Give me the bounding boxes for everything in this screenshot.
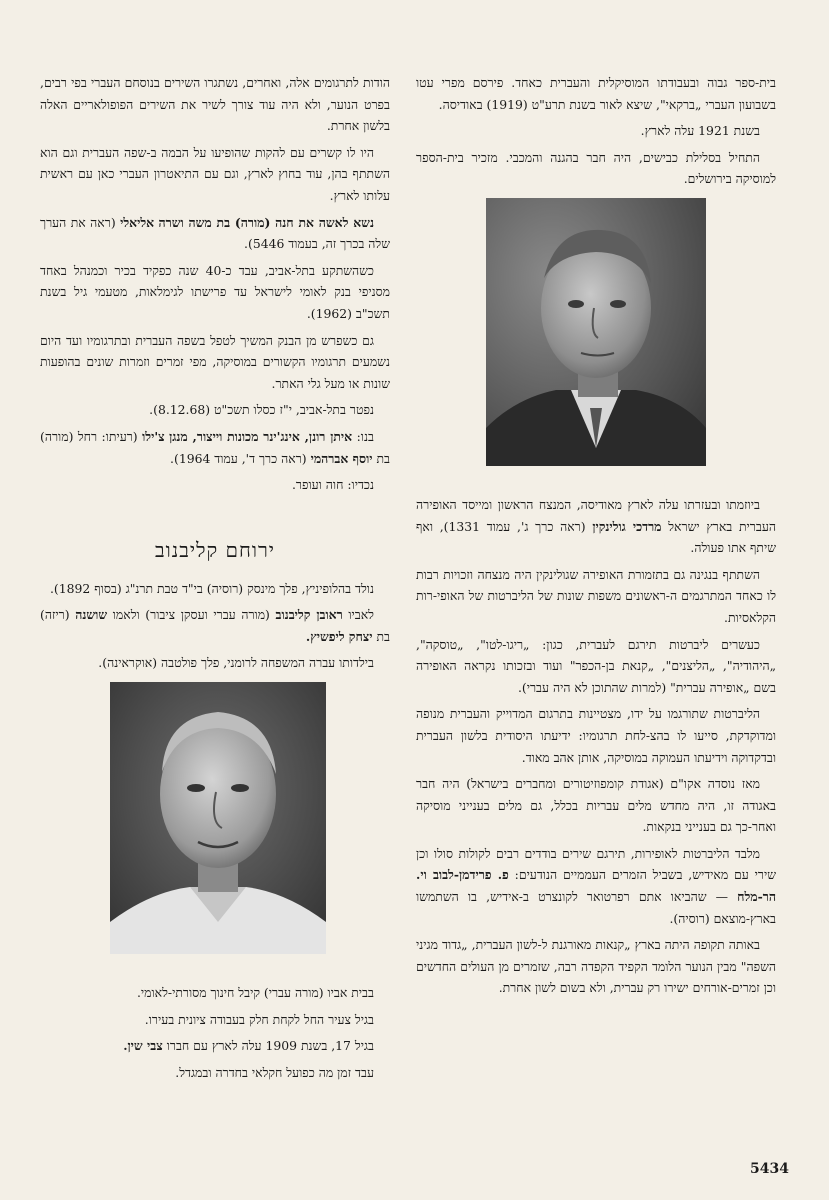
portrait-man-white-shirt-image <box>110 682 326 954</box>
paragraph: לאביו ראובן קליבנוב (מורה עברי ועסקן ציבור) ולאמו שושנה (ריזה) בת יצחק ליפשיץ. <box>40 607 390 644</box>
paragraph: בשנת 1921 עלה לארץ. <box>640 123 760 139</box>
paragraph: בגיל 17, בשנת 1909 עלה לארץ עם חברו צבי שין. <box>123 1038 374 1054</box>
paragraph: כעשרים ליברטות תירגם לעברית, כגון: „ריגו-לטו", „טוסקה", „היהודיה", „הליצנים", „קנאת בן-הכפר" ועוד ובזכותו נקראה האופירה בשם „אופירה עברית" (למרות שהתוכן לא היה עברי). <box>416 636 776 695</box>
paragraph: הודות לתרגומים אלה, ואחרים, נשתגרו השירים בנוסחם העברי בפי רבים, בפרט הנוער, ולא היה עוד צורך לשיר את השירים הפופולאריים האלה בלשון אחרת. <box>40 75 390 134</box>
paragraph: בילדותו עברה המשפחה לרומני, פלך פולטבה (אוקראינה). <box>98 655 374 671</box>
paragraph: בגיל צעיר החל לקחת חלק בעבודה ציונית בעירו. <box>144 1011 374 1027</box>
paragraph: מאז נוסדה אקו"ם (אגודת קומפוזיטורים ומחברים בישראל) היה חבר באגודה זו, היה מחדש מלים עבריות בכלל, גם מלים בענייני מוסיקה ואחר-כך גם בענייני בנקאות. <box>416 776 776 835</box>
person-name: מרדכי גולינקין <box>592 518 662 534</box>
paragraph: בית-ספר גבוה ובעבודתו המוסיקלית והעברית כאחד. פירסם מפרי עטו בשבועון העברי „ברקאי", שיצא לאור בשנת תרע"ט (1919) באודיסה. <box>416 75 776 112</box>
paragraph: מלבד הליברטות לאופירות, תירגם שירים בודדים רבים לקולות סולו וכן שירי עם מאידיש, בשביל הזמרים העממיים הנודעים: פ. פרידמן-לבוב וי. הר-מלח — שהביאו אתם רפרטואר לקונצרט ב-אידיש, בו השתמשו בארץ-מוצאם (רוסיה). <box>416 845 776 926</box>
paragraph: התחיל בסלילת כבישים, היה חבר בהגנה והמכבי. מזכיר בית-הספר למוסיקה בירושלים. <box>416 149 776 187</box>
person-name: צבי שין. <box>123 1038 163 1054</box>
paragraph: נולד בהלופיניץ, פלך מינסק (רוסיה) בי"ד טבת תרנ"ג (בסוף 1892). <box>49 580 374 596</box>
paragraph: בנו: איתן רונן, אינג'ינר מכונות וייצור, מנגן צ'ילו (רעיתו: רחל (מורה) בת יוסף אברהמי (ראה כרך ד', עמוד 1964). <box>40 428 390 466</box>
paragraph: בבית אביו (מורה עברי) קיבל חינוך מסורתי-לאומי. <box>136 985 374 1001</box>
paragraph: גם כשפרש מן הבנק המשיך לטפל בשפה העברית ובתרגומיו ועד היום נשמעים תרגומיו הקשורים במוסיקה, מפי זמרים וזמרות שונים בהופעות שונות או מעל גלי האתר. <box>40 332 390 391</box>
paragraph: עבד זמן מה כפועל חקלאי בחדרה ובמגדל. <box>175 1064 374 1080</box>
paragraph: נפטר בתל-אביב, י"ז כסלו תשכ"ט (8.12.68). <box>149 402 374 418</box>
paragraph: היו לו קשרים עם להקות שהופיעו על הבמה ב-שפה העברית וגם הוא השתתף בהן, עוד בחוץ לארץ, וגם עם התיאטרון העברי כאן עם ראשית עלותו לארץ. <box>40 144 390 203</box>
entry-heading: ירוחם קליבנוב <box>154 537 276 562</box>
paragraph: נכדיו: חוה ועופר. <box>291 477 374 493</box>
portrait-man-suit-image <box>486 198 706 466</box>
left-column <box>40 72 390 1088</box>
portrait-photo-man-suit <box>486 198 706 466</box>
paragraph: השתתף בנגינה גם בתזמורת האופירה שגולינקין היה מנצחה וזכויות רבות לו כאחד המתרגמים ה-ראשונים משפות שונות של הליברטות של האופי-רות הקלאסיות. <box>416 566 776 625</box>
person-name: אליאלי <box>120 214 155 230</box>
paragraph: באותה תקופה היתה בארץ „קנאות מאורגנת ל-לשון העברית, „גדוד מגיני השפה" מבין הנוער הלומד הקפיד הקפדה רבה, שזמרים מן העולים החדשים וכן זמרים-אורחים ישירו רק עברית, ולא בשום לשון אחרת. <box>416 937 776 996</box>
page-number: 5434 <box>750 1161 789 1177</box>
paragraph: הליברטות שתורגמו על ידו, מצטיינות בתרגום המדוייק והעברית מנופה ומדוקדקת, סייעו לו בהצ-לחת תרגומיו: ידיעתו היסודית בלשון העברית ובדקדוקה וידיעתו העמוקה במוסיקה, אותן אהב מאוד. <box>416 706 776 765</box>
right-column <box>416 72 776 1004</box>
paragraph: כשהשתקע בתל-אביב, עבד כ-40 שנה כפקיד בכיר וכמנהל באחד מסניפי בנק לאומי לישראל עד פרישתו לגימלאות, מטעמי גיל בשנת תשכ"ב (1962). <box>40 262 390 321</box>
portrait-photo-man-white-shirt <box>110 682 326 954</box>
paragraph: נשא לאשה את חנה (מורה) בת משה ושרה אליאלי (ראה את הערך שלה בכרך זה, בעמוד 5446). <box>40 214 390 252</box>
person-names: פ. פרידמן-לבוב וי. הר-מלח <box>416 867 776 905</box>
paragraph: ביוזמתו ובעזרתו עלה לארץ מאודיסה, המנצח הראשון ומייסד האופירה העברית בארץ ישראל מרדכי גולינקין (ראה כרך ג', עמוד 1331), ואף שיתף אתו פעולה. <box>416 496 776 556</box>
